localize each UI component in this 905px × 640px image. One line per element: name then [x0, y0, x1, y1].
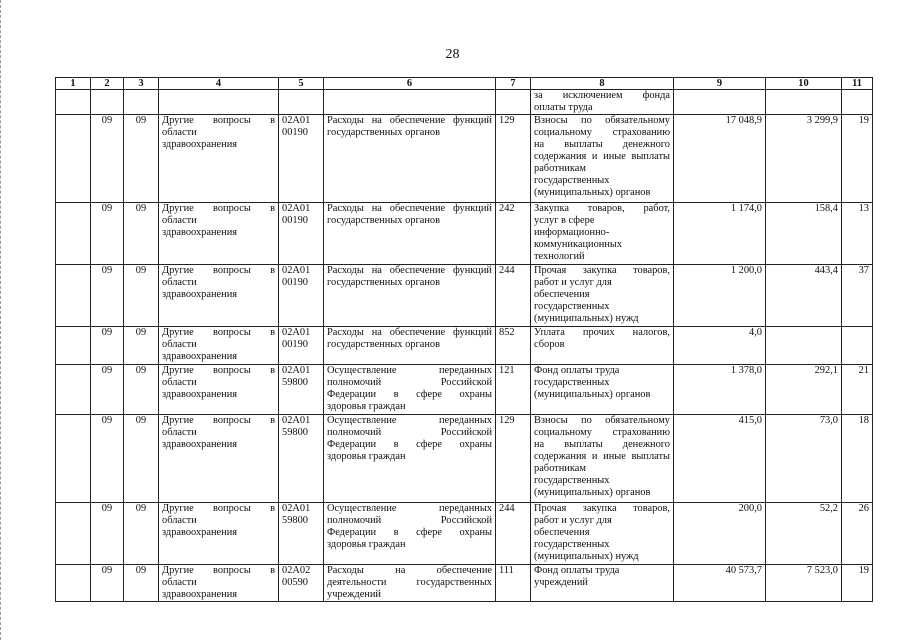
- section-code-cell: 09: [91, 503, 124, 565]
- target-article-cell: 02А01 59800: [279, 415, 324, 503]
- target-article-name-cell: Расходы на обеспечение функций государственных органов: [324, 265, 496, 327]
- subsection-name-cell: Другие вопросы в области здравоохранения: [159, 115, 279, 203]
- target-article-cell: 02А02 00590: [279, 565, 324, 602]
- expense-type-cell: 129: [496, 115, 531, 203]
- column-header: 11: [842, 78, 873, 90]
- target-article-cell: 02А01 00190: [279, 327, 324, 365]
- target-article-name-cell: Расходы на обеспечение функций государственных органов: [324, 115, 496, 203]
- subsection-code-cell: 09: [124, 565, 159, 602]
- section-code-cell: 09: [91, 565, 124, 602]
- column-header: 7: [496, 78, 531, 90]
- percent-cell: 21: [842, 365, 873, 415]
- table-row: [56, 565, 873, 602]
- subsection-code-cell: 09: [124, 115, 159, 203]
- percent-cell: 37: [842, 265, 873, 327]
- column-header: 6: [324, 78, 496, 90]
- expense-type-cell: 129: [496, 415, 531, 503]
- target-article-name-cell: Расходы на обеспечение функций государственных органов: [324, 203, 496, 265]
- expense-type-cell: 242: [496, 203, 531, 265]
- plan-amount-cell: 1 378,0: [674, 365, 766, 415]
- actual-amount-cell: 7 523,0: [766, 565, 842, 602]
- actual-amount-cell: 52,2: [766, 503, 842, 565]
- section-code-cell: 09: [91, 265, 124, 327]
- actual-amount-cell: 443,4: [766, 265, 842, 327]
- column-header: 2: [91, 78, 124, 90]
- column-header: 5: [279, 78, 324, 90]
- target-article-name-cell: Осуществление переданных полномочий Российской Федерации в сфере охраны здоровья граждан: [324, 415, 496, 503]
- actual-amount-cell: [766, 327, 842, 365]
- target-article-name-cell: Осуществление переданных полномочий Российской Федерации в сфере охраны здоровья граждан: [324, 365, 496, 415]
- expense-type-name-cell: Фонд оплаты труда учреждений: [531, 565, 674, 602]
- budget-table: [55, 77, 873, 602]
- column-header: 8: [531, 78, 674, 90]
- page-edge-mark: [0, 0, 5, 640]
- actual-amount-cell: 3 299,9: [766, 115, 842, 203]
- section-code-cell: 09: [91, 203, 124, 265]
- subsection-code-cell: 09: [124, 503, 159, 565]
- column-header: 3: [124, 78, 159, 90]
- subsection-name-cell: Другие вопросы в области здравоохранения: [159, 265, 279, 327]
- expense-type-name-cell: Уплата прочих налогов, сборов: [531, 327, 674, 365]
- plan-amount-cell: 1 174,0: [674, 203, 766, 265]
- table-row: [56, 365, 873, 415]
- row-number-cell: [56, 365, 91, 415]
- percent-cell: [842, 327, 873, 365]
- plan-amount-cell: 17 048,9: [674, 115, 766, 203]
- actual-amount-cell: 292,1: [766, 365, 842, 415]
- expense-type-name-cell: Прочая закупка товаров, работ и услуг для обеспечения государственных (муниципальных) нужд: [531, 265, 674, 327]
- column-header: 4: [159, 78, 279, 90]
- subsection-name-cell: Другие вопросы в области здравоохранения: [159, 415, 279, 503]
- expense-type-cell: 244: [496, 265, 531, 327]
- expense-type-cell: 121: [496, 365, 531, 415]
- table-row: [56, 203, 873, 265]
- expense-type-name-cell: Фонд оплаты труда государственных (муниципальных) органов: [531, 365, 674, 415]
- plan-amount-cell: 415,0: [674, 415, 766, 503]
- target-article-cell: 02А01 59800: [279, 365, 324, 415]
- table-row: [56, 265, 873, 327]
- subsection-name-cell: Другие вопросы в области здравоохранения: [159, 365, 279, 415]
- expense-type-cell: 244: [496, 503, 531, 565]
- subsection-code-cell: 09: [124, 265, 159, 327]
- plan-amount-cell: 4,0: [674, 327, 766, 365]
- subsection-name-cell: Другие вопросы в области здравоохранения: [159, 203, 279, 265]
- table-row: [56, 327, 873, 365]
- actual-amount-cell: 158,4: [766, 203, 842, 265]
- target-article-name-cell: Осуществление переданных полномочий Российской Федерации в сфере охраны здоровья граждан: [324, 503, 496, 565]
- expense-type-name-cell: Взносы по обязательному социальному страхованию на выплаты денежного содержания и иные выплаты работникам государственных (муниципальных) органов: [531, 415, 674, 503]
- subsection-name-cell: Другие вопросы в области здравоохранения: [159, 327, 279, 365]
- row-number-cell: [56, 565, 91, 602]
- expense-type-name-cell: Прочая закупка товаров, работ и услуг для обеспечения государственных (муниципальных) нужд: [531, 503, 674, 565]
- header-row: [56, 78, 873, 90]
- table-row: [56, 415, 873, 503]
- row-number-cell: [56, 415, 91, 503]
- section-code-cell: 09: [91, 327, 124, 365]
- column-header: 1: [56, 78, 91, 90]
- section-code-cell: 09: [91, 365, 124, 415]
- row-number-cell: [56, 327, 91, 365]
- row-number-cell: [56, 503, 91, 565]
- subsection-code-cell: 09: [124, 327, 159, 365]
- percent-cell: 19: [842, 115, 873, 203]
- expense-type-name-cell: Взносы по обязательному социальному страхованию на выплаты денежного содержания и иные выплаты работникам государственных (муниципальных) органов: [531, 115, 674, 203]
- plan-amount-cell: 200,0: [674, 503, 766, 565]
- plan-amount-cell: 1 200,0: [674, 265, 766, 327]
- table-row: [56, 115, 873, 203]
- percent-cell: 19: [842, 565, 873, 602]
- percent-cell: 18: [842, 415, 873, 503]
- percent-cell: 13: [842, 203, 873, 265]
- target-article-name-cell: Расходы на обеспечение деятельности государственных учреждений: [324, 565, 496, 602]
- target-article-cell: 02А01 00190: [279, 203, 324, 265]
- section-code-cell: 09: [91, 415, 124, 503]
- percent-cell: 26: [842, 503, 873, 565]
- continuation-row: [56, 90, 873, 115]
- actual-amount-cell: 73,0: [766, 415, 842, 503]
- target-article-cell: 02А01 00190: [279, 115, 324, 203]
- subsection-name-cell: Другие вопросы в области здравоохранения: [159, 503, 279, 565]
- row-number-cell: [56, 203, 91, 265]
- table-row: [56, 503, 873, 565]
- plan-amount-cell: 40 573,7: [674, 565, 766, 602]
- target-article-cell: 02А01 59800: [279, 503, 324, 565]
- subsection-name-cell: Другие вопросы в области здравоохранения: [159, 565, 279, 602]
- subsection-code-cell: 09: [124, 415, 159, 503]
- expense-type-cell: 852: [496, 327, 531, 365]
- expense-type-name-cell: Закупка товаров, работ, услуг в сфере информационно- коммуникационных технологий: [531, 203, 674, 265]
- continuation-text: за исключением фонда оплаты труда: [531, 90, 674, 115]
- row-number-cell: [56, 265, 91, 327]
- column-header: 10: [766, 78, 842, 90]
- section-code-cell: 09: [91, 115, 124, 203]
- row-number-cell: [56, 115, 91, 203]
- page-number: 28: [445, 47, 460, 62]
- target-article-cell: 02А01 00190: [279, 265, 324, 327]
- subsection-code-cell: 09: [124, 365, 159, 415]
- subsection-code-cell: 09: [124, 203, 159, 265]
- expense-type-cell: 111: [496, 565, 531, 602]
- target-article-name-cell: Расходы на обеспечение функций государственных органов: [324, 327, 496, 365]
- column-header: 9: [674, 78, 766, 90]
